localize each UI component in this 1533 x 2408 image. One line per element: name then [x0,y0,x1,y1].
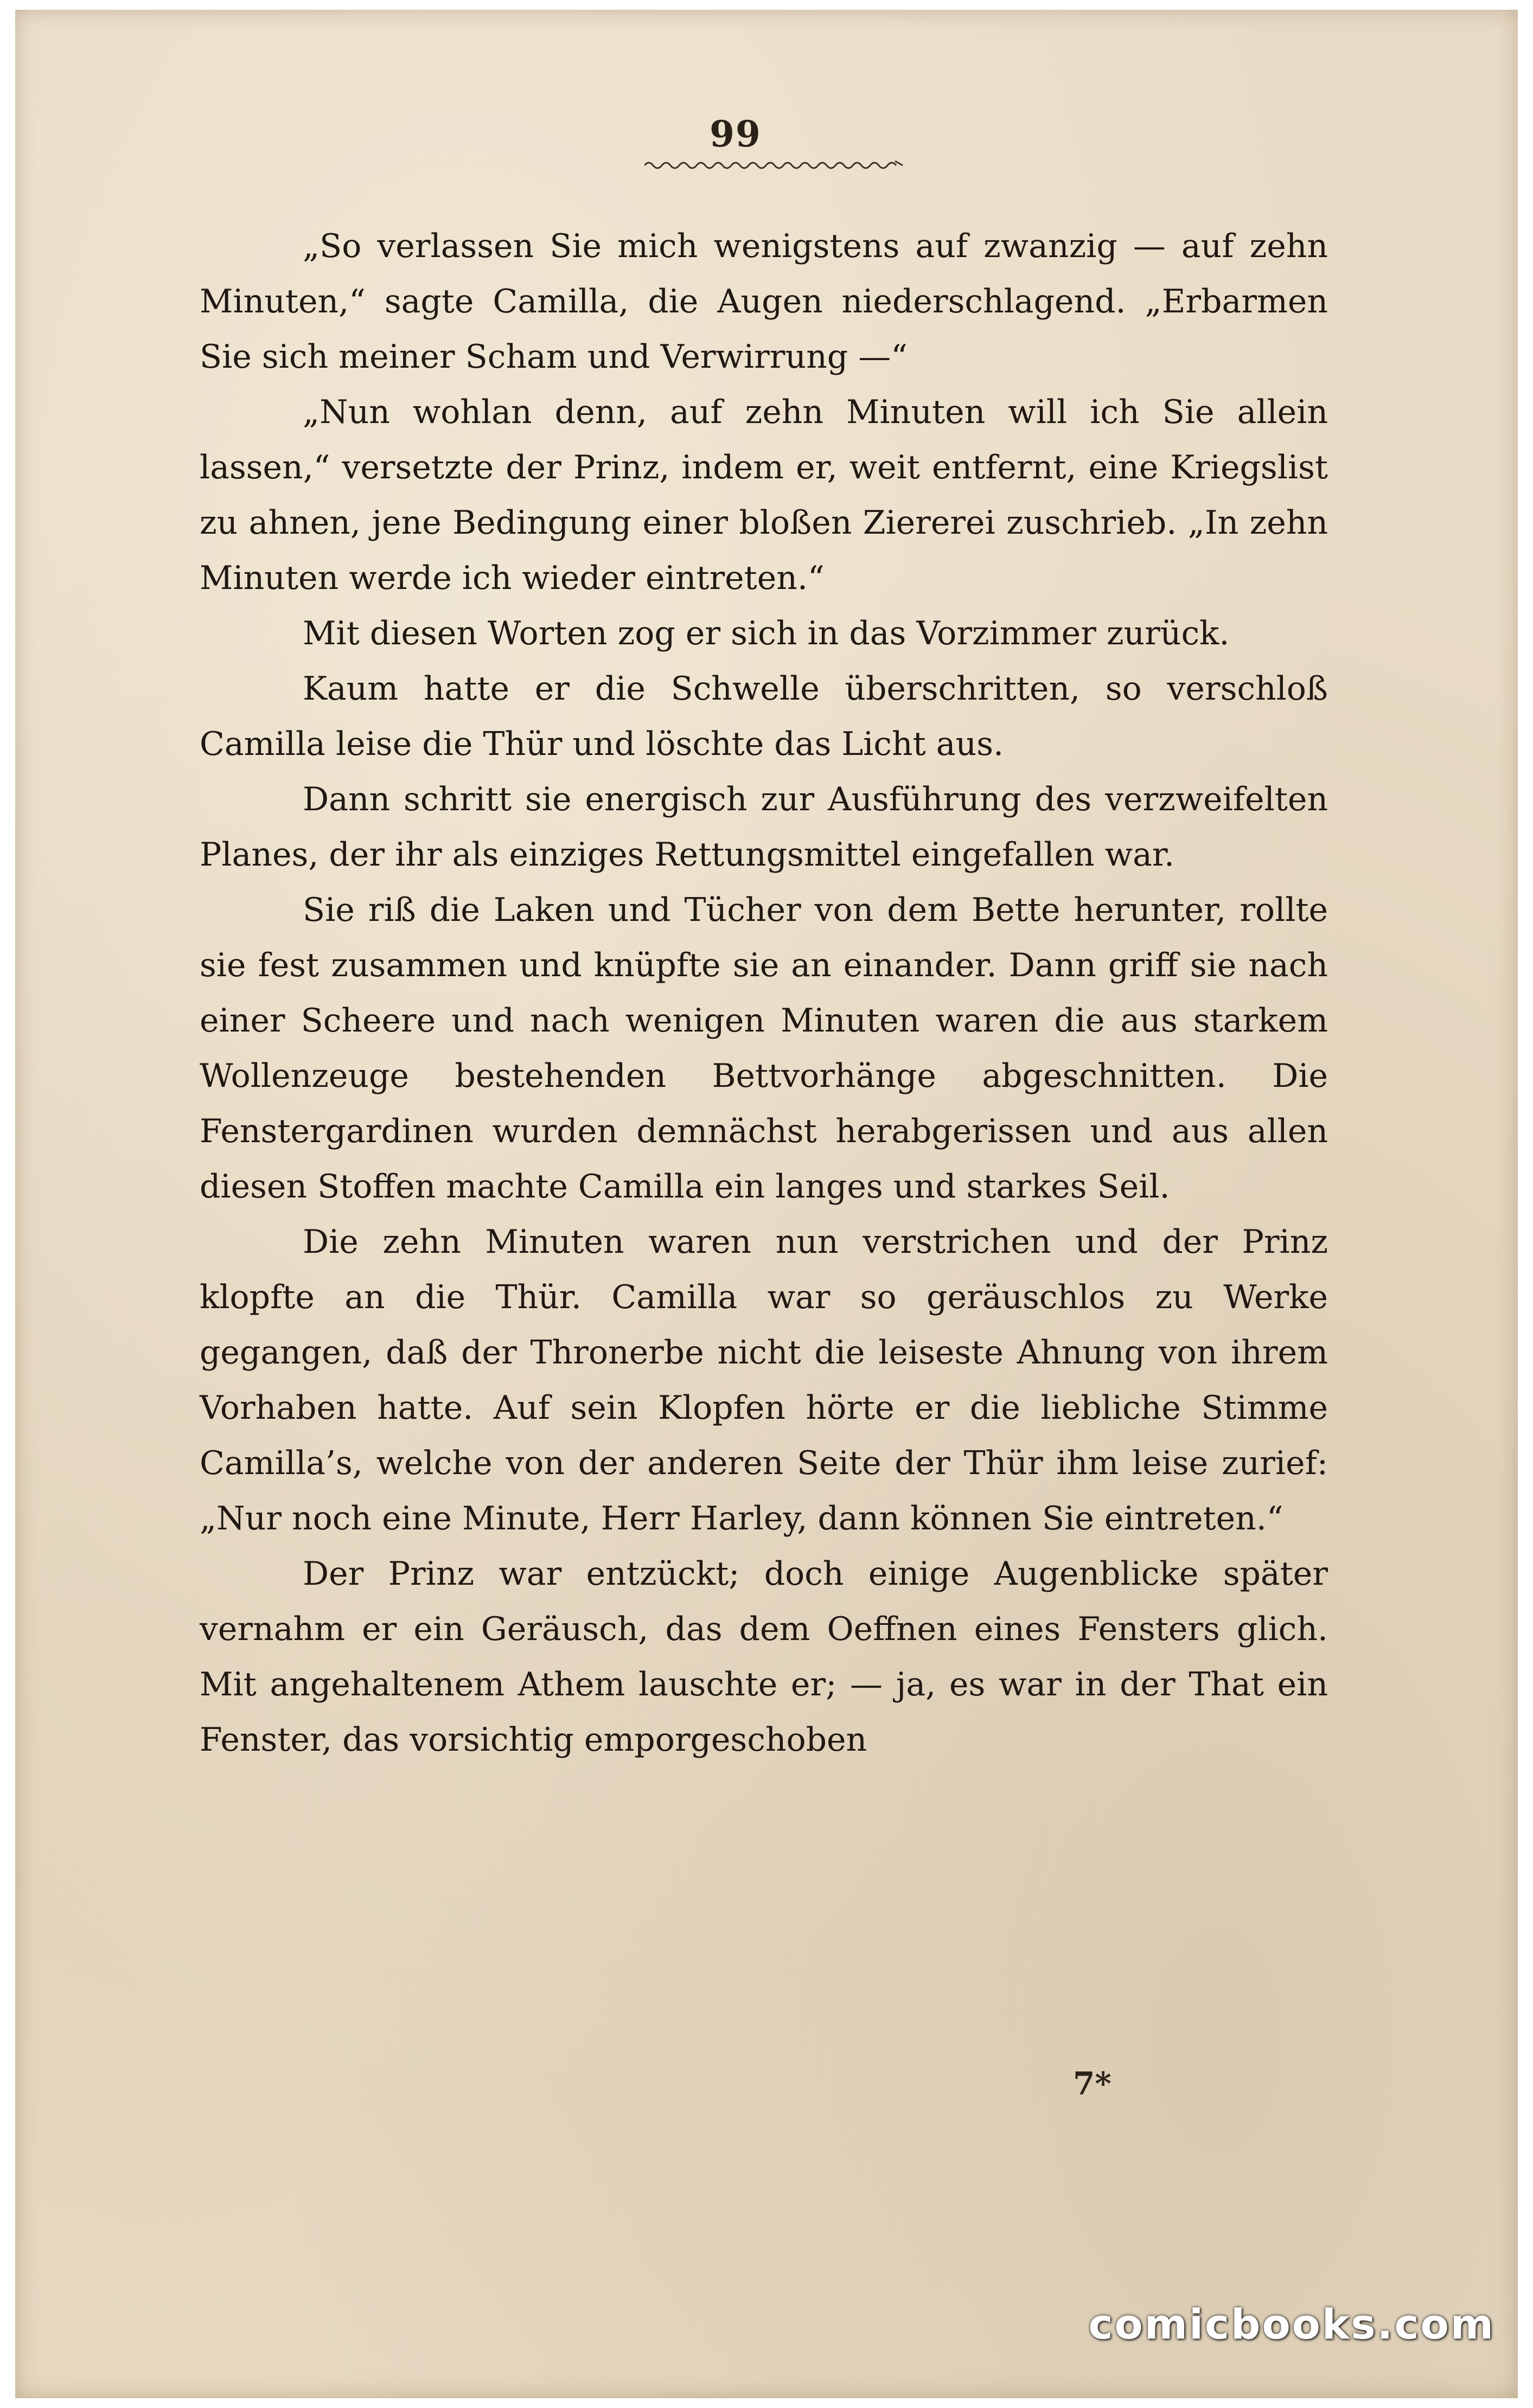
paragraph: „So verlassen Sie mich wenigstens auf zwanzig — auf zehn Minuten,“ sagte Camilla, die Augen niederschlagend. „Erbarmen Sie sich meiner Scham und Verwirrung —“ [200,227,1328,376]
signature-mark: 7* [1073,2065,1112,2102]
book-page [15,10,1518,2398]
body-text [200,219,1328,1767]
page-number: 99 [710,113,762,155]
wavy-rule-ornament [644,153,905,175]
paragraph: Dann schritt sie energisch zur Ausführung des verzweifelten Planes, der ihr als einziges Rettungsmittel eingefallen war. [200,780,1328,874]
paragraph: „Nun wohlan denn, auf zehn Minuten will ich Sie allein lassen,“ versetzte der Prinz, indem er, weit entfernt, eine Kriegslist zu ahnen, jene Bedingung einer bloßen Ziererei zuschrieb. „In zehn Minuten werde ich wieder eintreten.“ [200,393,1328,597]
watermark-text: comicbooks.com [1088,2300,1495,2348]
paragraph: Sie riß die Laken und Tücher von dem Bette herunter, rollte sie fest zusammen und knüpfte sie an einander. Dann griff sie nach einer Scheere und nach wenigen Minuten waren die aus starkem Wollenzeuge bestehenden Bettvorhänge abgeschnitten. Die Fenstergardinen wurden demnächst herabgerissen und aus allen diesen Stoffen machte Camilla ein langes und starkes Seil. [200,891,1328,1206]
paragraph: Mit diesen Worten zog er sich in das Vorzimmer zurück. [303,614,1230,652]
paragraph: Kaum hatte er die Schwelle überschritten, so verschloß Camilla leise die Thür und löschte das Licht aus. [200,670,1328,763]
paragraph: Die zehn Minuten waren nun verstrichen und der Prinz klopfte an die Thür. Camilla war so geräuschlos zu Werke gegangen, daß der Thronerbe nicht die leiseste Ahnung von ihrem Vorhaben hatte. Auf sein Klopfen hörte er die liebliche Stimme Camilla’s, welche von der anderen Seite der Thür ihm leise zurief: „Nur noch eine Minute, Herr Harley, dann können Sie eintreten.“ [200,1223,1328,1538]
paragraph: Der Prinz war entzückt; doch einige Augenblicke später vernahm er ein Geräusch, das dem Oeffnen eines Fensters glich. Mit angehaltenem Athem lauschte er; — ja, es war in der That ein Fenster, das vorsichtig emporgeschoben [200,1555,1328,1759]
